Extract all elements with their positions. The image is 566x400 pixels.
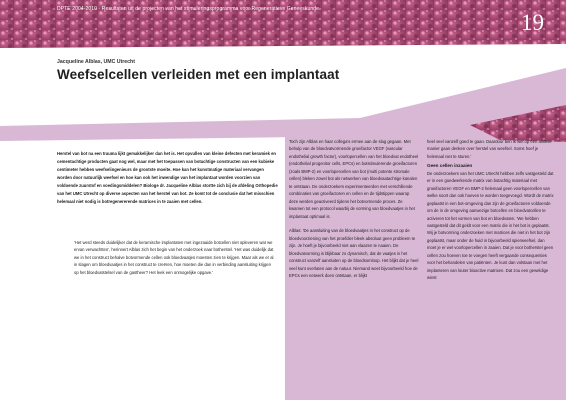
body-column-2: [289, 138, 419, 280]
page-number: 19: [521, 10, 544, 35]
body-paragraph: Alblas: 'De aansluiting van de bloedvaatjes in het construct op de bloedvoorziening van het proefdier bleek absoluut geen probleem te zijn. Je hoeft je bijvoorbeeld niet aan vlaazen te naaien. De bloedvatvorming is blijkbaar zo dynamisch, dat de vaatjes in het construct vanzelf aansluiten op de bloedsomloop. Het blijkt dat je heel veel kunt overlaten aan de natuur. Niemand weet bijvoorbeeld hoe de EPCs een netwerk doen ontstaan, er blijkt: [289, 228, 419, 279]
author-line: Jacqueline Alblas, UMC Utrecht: [57, 59, 135, 65]
running-head: DPTE 2004-2010 · Resultaten uit de projecten van het stimuleringsprogramma voor Regeneratieve Geneeskunde: [57, 6, 320, 12]
body-paragraph: heel veel vanzelf goed te gaan. Daardoor ben ik wel op een andere manier gaan denken over herstel van weefsel. Soms hoef je helemaal niet te sturen.': [427, 139, 552, 159]
body-paragraph: De onderzoekers van het UMC Utrecht hebben zelfs vastgesteld dat er in een goedwerkende matrix van botachtig materiaal met groeifactoren VEGF en BMP-2 helemaal geen voorlopercellen van welke soort dan ook hoeven te worden toegevoegd. Wordt de matrix geplaatst in een bot-omgeving dan zijn de groeifactoren voldoende om de in de omgeving aanwezige botcellen en bloedvatcellen te activeren tot het vormen van bot en bloedvaten. 'We hebben vastgesteld dat dit geldt voor een matrix die in het bot is geplaatst. Wij je botvorming onderzoeken met matrices die niet in het bot zijn geplaatst, maar onder de huid in bijvoorbeeld spierweefsel, dan moet je er wel voorlopercellen in zaaien. Dat je voor botherstel geen cellen zou hoeven toe te voegen heeft vergaande consequenties voor het behandelen van patiënten. Je kunt dan volstaan met het implanteren van louter bioactive matrixen. Dat zou een geweldige winst: [427, 170, 554, 281]
quote-paragraph: 'Het werd steeds duidelijker dat de keramische implantaten met ingezaaide botcellen niet opleveren wat we ervan verwachtten', herinnert Alblas zich het begin van het onderzoek naar botherstel. 'Het was duidelijk dat we in het construct behalve botvormende cellen ook bloedvaatjes moesten zien te krijgen. Maar als we er al in slagen om bloedvaatjes in het construct te creëren, hoe moeten die dan in verbinding aansluiting krijgen op het bloedvatstelsel van de gastheer? Het leek een onmogelijke opgave.': [74, 240, 274, 275]
section-heading: Geen cellen inzaaien: [427, 163, 473, 169]
body-paragraph: Toch zijn Alblas en haar collega's ermee aan de slag gegaan. Met behulp van de bloedvatvormende groeifactor VEGF (vascular endothelial growth factor), voorlopercellen van het bloedvat endotheel (endothelial progenitor cells, EPCs) en botstimulerende groeifactoren (zoals BMP-2) en voorlopercellen van bot (multi potente stromale cellen) bleken zowel bot als netwerken van bloedvaatachtige kanalen te ontstaan. De onderzoekers experimenteerden met verschillende combinaties van groeifactoren en cellen en de tijdstippen waarop deze werden geactiveerd tijdens het botvormende proces. Ze kwamen tot een protocol waarbij de vorming van bloedvaatjes in het implantaat optimaal is.: [289, 139, 419, 219]
body-column-3: [427, 138, 555, 282]
lead-paragraph: Herstel van bot na een trauma lijkt gemakkelijker dan het is. Het opvullen van kleine defecten met keramiek en cementachtige producten gaat nog wel, maar met het toepassen van botachtige constructen van een kubieke centimeter hebben weefselingenieurs de grootste moeite. Hoe kan het kunstmatige materiaal vervangen worden door natuurlijk weefsel en hoe kan ook het inwendige van het implantaat worden voorzien van voldoende zuurstof en voedingsmiddelen? Biologe dr. Jacqueline Alblas stortte zich bij de afdeling Orthopedie van het UMC Utrecht op diverse aspecten van het herstel van bot. Ze komt tot de conclusie dat het misschien helemaal niet nodig is botregenererende matrices in te zaaien met cellen.: [57, 151, 278, 205]
article-title: Weefselcellen verleiden met een implantaat: [57, 67, 340, 82]
